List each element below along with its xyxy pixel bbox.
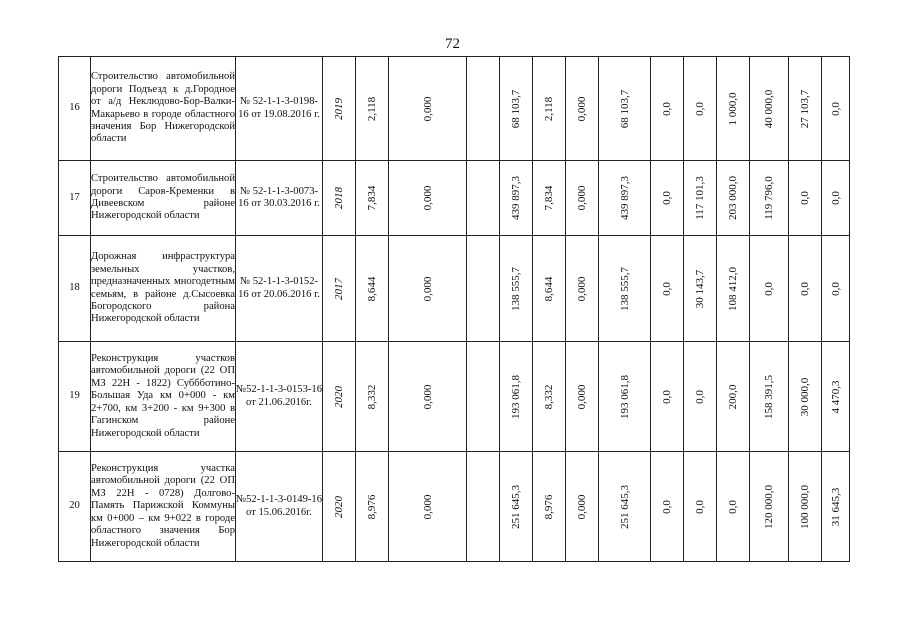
year-text: 2019 (332, 97, 345, 120)
value-cell (599, 342, 651, 452)
value-text: 120 000,0 (762, 484, 775, 529)
value-text: 0,0 (726, 499, 739, 514)
value-cell (684, 161, 717, 236)
value-cell (566, 342, 599, 452)
empty-cell (467, 236, 500, 342)
value-text: 0,0 (693, 101, 706, 116)
value-text: 119 796,0 (762, 176, 775, 220)
value-text: 8,644 (542, 276, 555, 301)
value-cell (684, 342, 717, 452)
value-text: 0,000 (421, 494, 434, 519)
value-text: 0,0 (829, 191, 842, 205)
value-text: 203 000,0 (726, 176, 739, 220)
empty-cell (467, 452, 500, 562)
value-cell (789, 452, 822, 562)
value-cell (599, 452, 651, 562)
value-text: 8,644 (365, 276, 378, 301)
value-text: 2,118 (365, 96, 378, 121)
value-text: 8,976 (542, 494, 555, 519)
value-cell (789, 57, 822, 161)
value-text: 200,0 (726, 384, 739, 409)
value-text: 0,0 (660, 191, 673, 205)
value-text: 193 061,8 (618, 374, 631, 419)
value-cell (651, 161, 684, 236)
value-text: 0,000 (575, 276, 588, 301)
value-cell (500, 452, 533, 562)
value-cell (717, 452, 750, 562)
value-text: 0,0 (829, 281, 842, 296)
value-text: 0,000 (421, 276, 434, 301)
permit-number: № 52-1-1-3-0073-16 от 30.03.2016 г. (236, 161, 323, 236)
value-cell (389, 342, 467, 452)
value-cell (822, 57, 850, 161)
project-description: Реконструкция участков автомобильной дороги (22 ОП МЗ 22Н - 1822) Суббботино-Большая Уда км 0+000 - км 2+700, км 3+200 - км 9+300 в Гагинском районе Нижегородской области (91, 342, 236, 452)
value-text: 0,0 (660, 499, 673, 514)
row-number: 16 (59, 57, 91, 161)
value-cell (717, 342, 750, 452)
value-cell (599, 236, 651, 342)
completion-year (323, 342, 356, 452)
value-text: 31 645,3 (829, 487, 842, 526)
value-text: 1 000,0 (726, 92, 739, 125)
permit-number: №52-1-1-3-0149-16 от 15.06.2016г. (236, 452, 323, 562)
table-row (59, 452, 850, 562)
value-text: 8,332 (365, 384, 378, 409)
value-text: 2,118 (542, 96, 555, 121)
value-cell (750, 452, 789, 562)
value-cell (500, 236, 533, 342)
value-text: 68 103,7 (618, 89, 631, 128)
value-text: 0,000 (421, 384, 434, 409)
value-text: 251 645,3 (618, 484, 631, 529)
permit-number: № 52-1-1-3-0198-16 от 19.08.2016 г. (236, 57, 323, 161)
value-cell (533, 452, 566, 562)
year-text: 2020 (332, 385, 345, 408)
value-cell (822, 236, 850, 342)
value-text: 0,0 (798, 281, 811, 296)
permit-number: №52-1-1-3-0153-16 от 21.06.2016г. (236, 342, 323, 452)
value-text: 68 103,7 (509, 89, 522, 128)
value-cell (684, 452, 717, 562)
empty-cell (467, 57, 500, 161)
value-text: 108 412,0 (726, 266, 739, 311)
value-cell (651, 452, 684, 562)
value-cell (356, 57, 389, 161)
value-text: 30 143,7 (693, 269, 706, 308)
project-description: Дорожная инфраструктура земельных участков, предназначенных многодетным семьям, в районе д.Сысоевка Богородского района Нижегородской области (91, 236, 236, 342)
value-text: 193 061,8 (509, 374, 522, 419)
project-description: Строительство автомобильной дороги Подъезд к д.Городное от а/д Неклюдово-Бор-Валки-Макарьево в городе областного значения Бор Нижегородской области (91, 57, 236, 161)
value-cell (566, 236, 599, 342)
value-cell (684, 236, 717, 342)
value-text: 0,000 (421, 96, 434, 121)
value-cell (599, 57, 651, 161)
value-cell (651, 57, 684, 161)
value-cell (533, 236, 566, 342)
road-projects-table (58, 56, 850, 562)
year-text: 2020 (332, 495, 345, 518)
completion-year (323, 236, 356, 342)
empty-cell (467, 342, 500, 452)
value-cell (533, 342, 566, 452)
value-text: 0,0 (798, 191, 811, 205)
completion-year (323, 161, 356, 236)
value-cell (500, 161, 533, 236)
value-cell (566, 161, 599, 236)
value-text: 0,000 (575, 96, 588, 121)
value-text: 7,834 (542, 185, 555, 211)
value-text: 117 101,3 (693, 176, 706, 220)
value-text: 8,332 (542, 384, 555, 409)
year-text: 2017 (332, 277, 345, 300)
value-text: 0,0 (660, 389, 673, 404)
value-text: 40 000,0 (762, 89, 775, 128)
value-cell (750, 57, 789, 161)
project-description: Строительство автомобильной дороги Саров-Кременки в Дивеевском районе Нижегородской области (91, 161, 236, 236)
value-cell (789, 161, 822, 236)
value-text: 0,000 (575, 185, 588, 211)
completion-year (323, 452, 356, 562)
value-cell (717, 161, 750, 236)
value-cell (356, 161, 389, 236)
value-cell (750, 342, 789, 452)
value-text: 0,000 (421, 185, 434, 211)
value-text: 27 103,7 (798, 89, 811, 128)
value-cell (651, 236, 684, 342)
value-cell (822, 452, 850, 562)
empty-cell (467, 161, 500, 236)
row-number: 17 (59, 161, 91, 236)
value-text: 0,000 (575, 494, 588, 519)
value-cell (822, 161, 850, 236)
value-cell (356, 452, 389, 562)
value-cell (822, 342, 850, 452)
value-cell (500, 342, 533, 452)
value-cell (389, 236, 467, 342)
row-number: 19 (59, 342, 91, 452)
value-cell (599, 161, 651, 236)
value-text: 0,0 (693, 389, 706, 404)
value-cell (750, 161, 789, 236)
value-text: 0,0 (660, 281, 673, 296)
value-text: 0,0 (762, 281, 775, 296)
value-cell (789, 236, 822, 342)
value-cell (389, 452, 467, 562)
value-cell (533, 57, 566, 161)
value-text: 8,976 (365, 494, 378, 519)
table-row (59, 57, 850, 161)
value-text: 138 555,7 (509, 266, 522, 311)
value-text: 251 645,3 (509, 484, 522, 529)
value-text: 138 555,7 (618, 266, 631, 311)
row-number: 18 (59, 236, 91, 342)
value-text: 30 000,0 (798, 377, 811, 416)
value-cell (651, 342, 684, 452)
value-text: 439 897,3 (618, 176, 631, 220)
value-cell (389, 57, 467, 161)
value-text: 7,834 (365, 185, 378, 211)
value-cell (566, 452, 599, 562)
value-text: 0,0 (660, 101, 673, 116)
table-row (59, 161, 850, 236)
row-number: 20 (59, 452, 91, 562)
value-cell (717, 57, 750, 161)
value-cell (389, 161, 467, 236)
value-cell (750, 236, 789, 342)
value-cell (356, 342, 389, 452)
table-row (59, 342, 850, 452)
permit-number: № 52-1-1-3-0152-16 от 20.06.2016 г. (236, 236, 323, 342)
value-cell (356, 236, 389, 342)
value-text: 0,0 (829, 101, 842, 116)
value-cell (789, 342, 822, 452)
value-text: 100 000,0 (798, 484, 811, 529)
project-description: Реконструкция участка автомобильной дороги (22 ОП МЗ 22Н - 0728) Долгово-Память Парижской Коммуны км 0+000 – км 9+022 в городе областного значения Бор Нижегородской области (91, 452, 236, 562)
value-cell (717, 236, 750, 342)
value-text: 439 897,3 (509, 176, 522, 220)
page-number: 72 (445, 36, 460, 52)
value-text: 0,000 (575, 384, 588, 409)
table-row (59, 236, 850, 342)
value-text: 0,0 (693, 499, 706, 514)
value-text: 4 470,3 (829, 380, 842, 413)
value-cell (533, 161, 566, 236)
value-cell (500, 57, 533, 161)
year-text: 2018 (332, 187, 345, 209)
completion-year (323, 57, 356, 161)
value-cell (684, 57, 717, 161)
value-cell (566, 57, 599, 161)
value-text: 158 391,5 (762, 374, 775, 419)
